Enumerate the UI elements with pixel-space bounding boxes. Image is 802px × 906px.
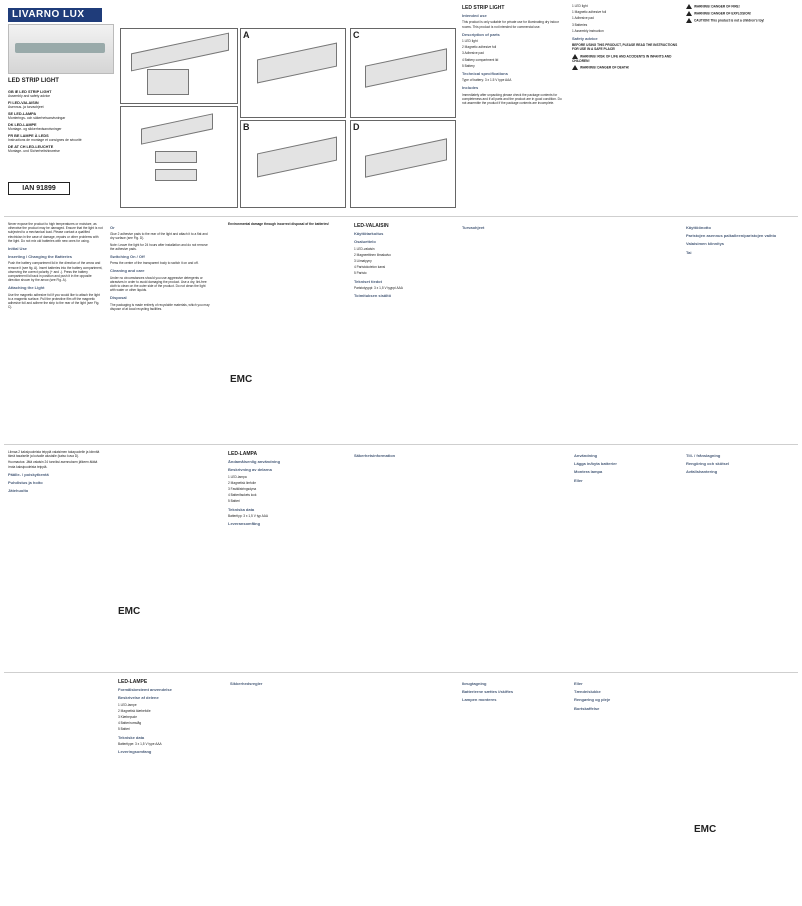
col: Eller Tænde/slukke Rengøring og pleje Bortskaffelse [574, 681, 611, 711]
col [118, 450, 228, 668]
spread-cover [0, 0, 802, 216]
col: Till- / frånslagning Rengöring och skötsel Avfallshantering [686, 453, 730, 475]
emc-mark: EMC [118, 606, 141, 617]
cover-language-list [8, 90, 82, 153]
col: Ibrugtagning Batterierne sættes i/skiftes Lampen monteres [462, 681, 514, 703]
brand-logo: LIVARNO LUX [8, 8, 102, 22]
lang-entry: DK LED-LAMPE Montage- og sikkerhedsanvisninger [8, 123, 62, 131]
gb-col-3: WARNING! DANGER OF FIRE! WARNING! DANGER OF EXPLOSION! CAUTION! This product is not a children's toy! [686, 4, 796, 212]
figure-c: C [350, 28, 456, 118]
col: Användning Lägga in/byta batterier Montera lampa Eller [574, 453, 617, 483]
lang-entry: SE LED-LAMPA Monterings- och säkerhetsanvisningar [8, 112, 66, 120]
col: Or Glue 2 adhesive pads to the rear of the light and attach it to a flat and dry surface (see Fig. D). Note: Leave the light for 24 hours after installation and do not remove the adhesive pads. Switching On / Off Press the centre of the transparent body to switch it on and off. Cleaning and care Under no circumstances should you use aggressive detergents or abrasives in order to avoid damaging the product. Use a dry, lint-free cloth to clean on the outer side of the product. Do not clean the light with water or other liquids. Disposal The packaging is made entirely of recyclable materials, which you may dispose of at local recycling facilities. [110, 225, 210, 311]
emc-mark: EMC [230, 374, 253, 385]
warning-icon [686, 18, 692, 23]
lang-entry: FI LED-VALAISIN Asennus- ja turvaohjeet [8, 101, 44, 109]
gb-col-2: 1 LED light 1 Magnetic adhesive foil 1 Adhesive pad 3 Batteries 1 Assembly instruction Safety advice BEFORE USING THIS PRODUCT, PLEASE READ THE INSTRUCTIONS FOR USE IN A SAFE PLACE! WARNING! RISK OF LIFE AND ACCIDENTS IN INFANTS AND CHILDREN! WARNING! DANGER OF DEATH! [572, 4, 678, 70]
figure-battery [120, 106, 238, 208]
col: Käyttöönotto Paristojen asennus paikalleen/paristojen vaihto Valaisimen kiinnitys Tai [686, 225, 777, 255]
col: Säkerhetsinformation [354, 453, 396, 458]
col: Liimaa 2 kaksipuoleista teippiä valaisimen takapuolelle ja kiinnitä tämä tasaiselle ja kuivalle alustalle (katso kuva D). Huomautus: Jätä valaisin 24 tunniksi asennuksen jälkeen äläkä irrota kaksipuoleista teippiä. Päälle- / poiskytkentä Puhdistus ja hoito Jätehuolto [8, 450, 100, 494]
lang-entry: FR BE LAMPE À LEDS Instructions de montage et consignes de sécurité [8, 134, 82, 142]
col: Turvaohjeet [462, 225, 485, 230]
emc-mark: EMC [694, 824, 717, 835]
figure-d: D [350, 120, 456, 208]
figure-a: A [240, 28, 346, 118]
ian-number: IAN 91899 [8, 182, 70, 195]
gb-col-1: LED STRIP LIGHT Intended use This product is only suitable for private use for illuminating dry indoor rooms. This product is not intended for commercial use. Description of parts 1 LED light 2 Magnetic adhesive foil 3 Adhesive pad 4 Battery compartment lid 5 Battery Technical specifications Type of battery: 3 x 1.5 V type AAA Includes Immediately after unpacking please check the package contents for completeness and if all parts and the product are in good condition. Do not assemble the product if the package contents are incomplete. [462, 5, 562, 106]
product-photo [8, 24, 114, 74]
col: Never expose the product to high temperatures or moisture, as otherwise the product may be damaged. Ensure that the light is not subjected to a mechanical load. Please contact a qualified electrician in the case of damage, repairs or other problems with the light. Do not mix old batteries with new ones for using. Initial Use Inserting / Changing the Batteries Push the battery compartment lid in the direction of the arrow and remove it (see fig. A). Insert batteries into the battery compartment, observing the correct polarity (+ and -). Press the battery compartment lid back in position and push it in the opposite direction shown by the arrow (see Fig. A). Attaching the Light Use the magnetic adhesive foil if you would like to attach the light to a magnetic surface. Pull the protective film off the magnetic adhesive foil and adhere the strip to the rear of the light (see Fig. C). [8, 222, 103, 310]
figure-b: B [240, 120, 346, 208]
warning-icon [686, 4, 692, 9]
spread-gb-fi [0, 218, 802, 444]
spread-dk [0, 674, 802, 906]
spread-fi-se [0, 446, 802, 672]
cover-title: LED STRIP LIGHT [8, 78, 59, 84]
figure-preview-strip [120, 28, 238, 104]
col: Environmental damage through incorrect disposal of the batteries! EMC [228, 222, 330, 385]
col: LED-LAMPE Formålsbestemt anvendelse Beskrivelse af delene 1 LED-lampe 2 Magnetisk klæbefolie 3 Klæbepude 4 Batterirumslåg 5 Batteri Tekniske data Batteritype: 3 x 1,5 V type AAA Leveringsomfang [118, 679, 172, 755]
col [686, 678, 796, 902]
warning-icon [572, 65, 578, 70]
lang-entry: GB IE LED STRIP LIGHT Assembly and safety advice [8, 90, 52, 98]
col: LED-LAMPA Ändamålsenlig användning Beskrivning av delarna 1 LED-lampa 2 Magnetisk limfolie 3 Fastklistringsdyna 4 Batterifackets lock 5 Batteri Tekniska data Batterityp: 3 x 1,5 V typ AAA Leveransomfång [228, 451, 281, 527]
col: Sikkerhedsregler [230, 681, 263, 686]
warning-icon [686, 11, 692, 16]
lang-entry: DE AT CH LED-LEUCHTE Montage- und Sicherheitshinweise [8, 145, 60, 153]
col: LED-VALAISIN Käyttötarkoitus Osaluettelo 1 LED-valaisin 2 Magneettinen liimakalvo 3 Liimatyyny 4 Paristokotelon kansi 5 Paristo Tekniset tiedot Paristotyyppi: 3 x 1,5 V tyyppi AAA Toimituksen sisältö [354, 223, 403, 299]
